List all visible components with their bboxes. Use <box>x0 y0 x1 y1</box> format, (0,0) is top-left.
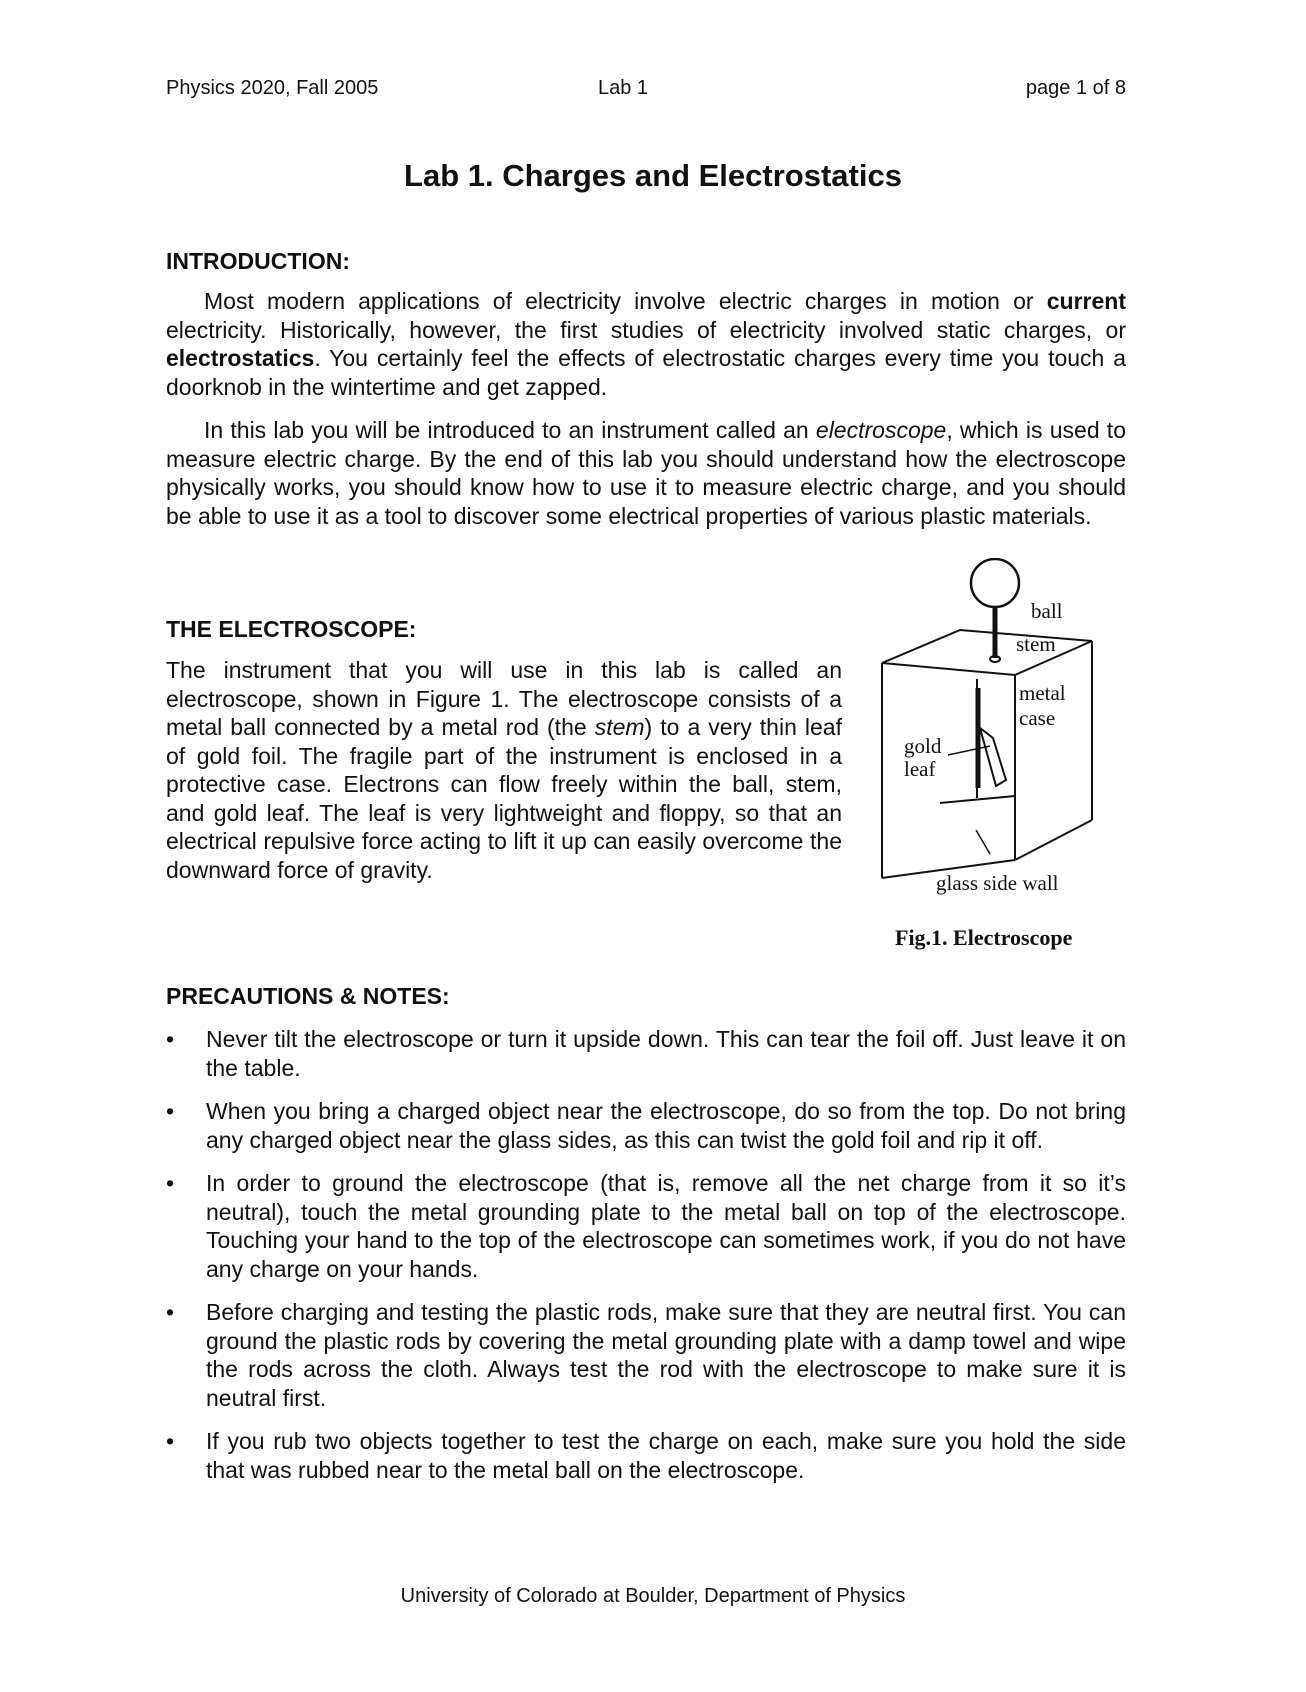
list-item-text: If you rub two objects together to test the charge on each, make sure you hold the side that was rubbed near to the metal ball on the electroscope. <box>206 1428 1126 1483</box>
header-course: Physics 2020, Fall 2005 <box>166 77 379 99</box>
header-lab: Lab 1 <box>598 77 649 99</box>
term-current: current <box>1046 288 1126 314</box>
section-heading-precautions: PRECAUTIONS & NOTES: <box>166 983 450 1009</box>
case-top-front-edge <box>882 641 1092 675</box>
list-item <box>166 1097 1126 1154</box>
stem-base-shape <box>990 656 1000 662</box>
case-bottom-right-edge <box>1015 820 1092 860</box>
list-item <box>166 1169 1126 1283</box>
section-heading-electroscope: THE ELECTROSCOPE: <box>166 616 417 642</box>
list-item <box>166 1298 1126 1412</box>
list-item <box>166 1427 1126 1484</box>
case-top-back-edge <box>882 630 1092 663</box>
glass-pointer-line <box>976 830 990 854</box>
gold-leaf-shape <box>980 728 1006 786</box>
electroscope-text-c: ) to a very thin leaf of gold foil. The fragile part of the instrument is enclosed in a protective case. Electrons can flow freely within the ball, stem, and gold leaf. The leaf is very lightweight and floppy, so that an electrical repulsive force acting to lift it up can easily overcome the downward force of gravity. <box>166 714 842 883</box>
bullet-point: • <box>166 1026 175 1052</box>
label-ball: ball <box>1031 599 1063 623</box>
intro-p1-text-a: Most modern applications of electricity involve electric charges in motion or <box>204 288 1047 314</box>
header-page-number: page 1 of 8 <box>1025 77 1126 99</box>
precautions-list <box>166 1025 1126 1499</box>
term-electroscope: electroscope <box>815 417 947 443</box>
list-item <box>166 1025 1126 1082</box>
section-heading-introduction: INTRODUCTION: <box>166 248 350 274</box>
term-electrostatics: electrostatics <box>166 345 315 371</box>
leaf-pointer-line <box>948 746 990 755</box>
list-item-text: When you bring a charged object near the electroscope, do so from the top. Do not bring any charged object near the glass sides, as this can twist the gold foil and rip it off. <box>206 1098 1126 1153</box>
bullet-point: • <box>166 1299 175 1325</box>
intro-paragraph-2 <box>166 416 1126 530</box>
page-footer: University of Colorado at Boulder, Department of Physics <box>400 1585 906 1607</box>
label-leaf: leaf <box>904 757 936 781</box>
intro-p2-text-a: In this lab you will be introduced to an instrument called an <box>204 417 816 443</box>
intro-p2-text-c: , which is used to measure electric charge. By the end of this lab you should understand how the electroscope physically works, you should know how to use it to measure electric charge, and you should be able to use it as a tool to discover some electrical properties of various plastic materials. <box>166 417 1126 529</box>
electroscope-paragraph <box>166 656 842 884</box>
figure-caption: Fig.1. Electroscope <box>895 925 1073 950</box>
bullet-point: • <box>166 1098 175 1124</box>
term-stem: stem <box>594 714 645 740</box>
label-gold: gold <box>904 734 942 758</box>
list-item-text: In order to ground the electroscope (that is, remove all the net charge from it so it’s neutral), touch the metal grounding plate to the metal ball on top of the electroscope. Touching your hand to the top of the electroscope can sometimes work, if you do not have any charge on your hands. <box>206 1170 1126 1282</box>
ball-shape <box>971 559 1019 607</box>
electroscope-text-a: The instrument that you will use in this lab is called an electroscope, shown in Figure 1. The electroscope consists of a metal ball connected by a metal rod (the <box>166 657 842 740</box>
page-title: Lab 1. Charges and Electrostatics <box>404 158 902 193</box>
bullet-point: • <box>166 1428 175 1454</box>
label-glass-side-wall: glass side wall <box>936 871 1059 895</box>
label-stem: stem <box>1016 632 1056 656</box>
intro-paragraph-1 <box>166 287 1126 401</box>
label-case: case <box>1019 706 1056 730</box>
intro-p1-text-e: . You certainly feel the effects of electrostatic charges every time you touch a doorknob in the wintertime and get zapped. <box>166 345 1126 400</box>
intro-p1-text-c: electricity. Historically, however, the first studies of electricity involved static charges, or <box>166 316 1126 343</box>
list-item-text: Before charging and testing the plastic rods, make sure that they are neutral first. You can ground the plastic rods by covering the metal grounding plate with a damp towel and wipe the rods across the cloth. Always test the rod with the electroscope to make sure it is neutral first. <box>206 1299 1126 1411</box>
label-metal: metal <box>1019 681 1066 705</box>
bullet-point: • <box>166 1170 175 1196</box>
electroscope-figure <box>880 558 1140 978</box>
list-item-text: Never tilt the electroscope or turn it upside down. This can tear the foil off. Just leave it on the table. <box>206 1026 1126 1081</box>
